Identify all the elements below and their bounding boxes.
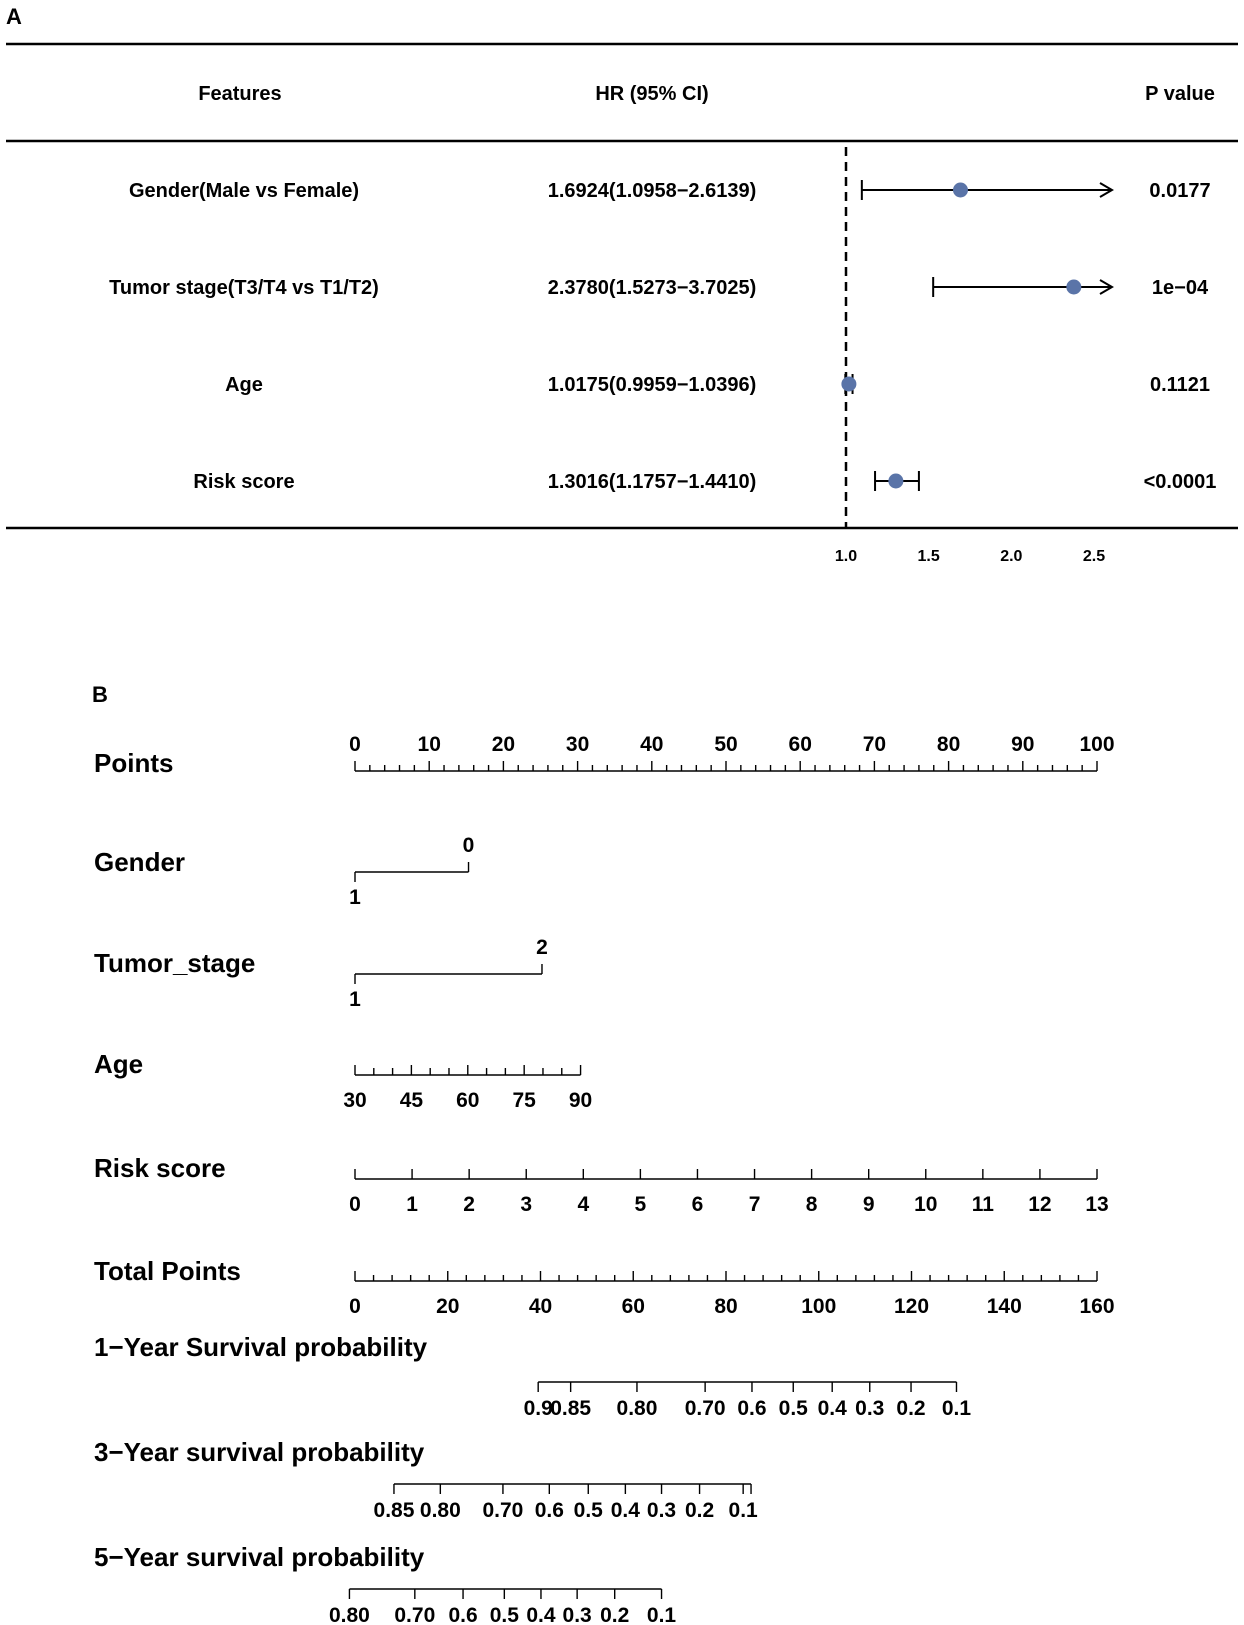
- scale-label: Risk score: [94, 1153, 226, 1183]
- survival-label: 0.70: [394, 1604, 436, 1625]
- survival-label: 0.80: [616, 1397, 658, 1420]
- p-value: 1e−04: [1151, 277, 1209, 299]
- hr-ci-value: 2.3780(1.5273−3.7025): [547, 277, 757, 299]
- nomogram-scale: [94, 1049, 592, 1112]
- scale-label: Tumor_stage: [94, 948, 256, 978]
- survival-label: 0.70: [482, 1499, 524, 1522]
- survival-label: 0.1: [941, 1397, 972, 1420]
- axis-tick-label: 2.0: [1000, 548, 1023, 565]
- survival-label: 0.4: [526, 1604, 556, 1625]
- nomogram-scale: [94, 1256, 1115, 1318]
- survival-label: 0.2: [896, 1397, 926, 1420]
- forest-row: [193, 471, 1216, 493]
- tick-label: 45: [399, 1089, 424, 1112]
- tick-label: 100: [801, 1295, 837, 1318]
- forest-row: [109, 277, 1209, 299]
- nomogram-scale: [94, 1542, 676, 1625]
- nomogram: [92, 682, 1115, 1625]
- survival-label: 0.6: [534, 1499, 564, 1522]
- survival-label: 0.85: [550, 1397, 592, 1420]
- tick-label: 160: [1079, 1295, 1115, 1318]
- tick-label: 60: [456, 1089, 480, 1112]
- tick-label: 40: [640, 733, 664, 756]
- survival-label: 0.80: [419, 1499, 461, 1522]
- category-label: 0: [462, 834, 475, 857]
- tick-label: 8: [805, 1193, 818, 1216]
- panel-label-b: B: [92, 682, 108, 707]
- tick-label: 60: [788, 733, 812, 756]
- scale-label: 1−Year Survival probability: [94, 1332, 428, 1362]
- tick-label: 140: [986, 1295, 1022, 1318]
- tick-label: 3: [520, 1193, 533, 1216]
- p-value: 0.0177: [1149, 180, 1211, 202]
- survival-label: 0.85: [373, 1499, 415, 1522]
- feature-label: Risk score: [193, 471, 295, 493]
- tick-label: 12: [1028, 1193, 1052, 1216]
- tick-label: 13: [1085, 1193, 1109, 1216]
- hr-point: [1066, 280, 1081, 295]
- tick-label: 50: [714, 733, 738, 756]
- nomogram-scale: [94, 1332, 971, 1420]
- tick-label: 6: [691, 1193, 704, 1216]
- feature-label: Age: [225, 374, 263, 396]
- category-label: 2: [536, 936, 548, 959]
- tick-label: 9: [862, 1193, 875, 1216]
- nomogram-scale: [94, 936, 548, 1011]
- category-label: 1: [349, 886, 361, 909]
- nomogram-scale: [94, 1437, 758, 1522]
- tick-label: 0: [349, 733, 361, 756]
- forest-row: [129, 180, 1211, 202]
- scale-label: Age: [94, 1049, 144, 1079]
- scale-label: 3−Year survival probability: [94, 1437, 425, 1467]
- survival-label: 0.3: [646, 1499, 677, 1522]
- tick-label: 100: [1079, 733, 1115, 756]
- tick-label: 11: [971, 1193, 994, 1216]
- survival-label: 0.4: [610, 1499, 640, 1522]
- survival-label: 0.1: [728, 1499, 758, 1522]
- survival-label: 0.4: [817, 1397, 847, 1420]
- tick-label: 1: [406, 1193, 418, 1216]
- axis-tick-label: 2.5: [1082, 548, 1106, 565]
- hr-point: [888, 474, 903, 489]
- scale-label: Total Points: [94, 1256, 241, 1286]
- survival-label: 0.5: [489, 1604, 519, 1625]
- scale-label: Gender: [94, 847, 186, 877]
- tick-label: 10: [417, 733, 441, 756]
- category-label: 1: [349, 988, 361, 1011]
- survival-label: 0.5: [573, 1499, 603, 1522]
- tick-label: 0: [349, 1295, 361, 1318]
- header-p-value: P value: [1145, 83, 1215, 105]
- survival-label: 0.3: [562, 1604, 592, 1625]
- tick-label: 120: [893, 1295, 930, 1318]
- p-value: 0.1121: [1149, 374, 1211, 396]
- header-hr: HR (95% CI): [595, 83, 709, 105]
- tick-label: 75: [512, 1089, 536, 1112]
- forest-plot: [6, 4, 1238, 565]
- tick-label: 0: [349, 1193, 361, 1216]
- tick-label: 30: [343, 1089, 367, 1112]
- survival-label: 0.3: [855, 1397, 885, 1420]
- hr-ci-value: 1.6924(1.0958−2.6139): [547, 180, 757, 202]
- survival-label: 0.2: [600, 1604, 630, 1625]
- tick-label: 90: [1011, 733, 1035, 756]
- nomogram-scale: [94, 733, 1115, 778]
- tick-label: 20: [436, 1295, 460, 1318]
- tick-label: 70: [862, 733, 887, 756]
- tick-label: 5: [634, 1193, 647, 1216]
- hr-ci-value: 1.0175(0.9959−1.0396): [547, 374, 757, 396]
- survival-label: 0.80: [328, 1604, 370, 1625]
- tick-label: 80: [936, 733, 961, 756]
- feature-label: Tumor stage(T3/T4 vs T1/T2): [109, 277, 379, 299]
- survival-label: 0.1: [646, 1604, 677, 1625]
- nomogram-scale: [94, 1153, 1109, 1216]
- survival-label: 0.6: [448, 1604, 478, 1625]
- header-features: Features: [198, 83, 282, 105]
- feature-label: Gender(Male vs Female): [128, 180, 360, 202]
- survival-label: 0.9: [523, 1397, 553, 1420]
- nomogram-scale: [94, 834, 474, 909]
- tick-label: 30: [565, 733, 590, 756]
- hr-ci-value: 1.3016(1.1757−1.4410): [547, 471, 757, 493]
- hr-point: [841, 377, 856, 392]
- survival-label: 0.2: [684, 1499, 715, 1522]
- tick-label: 90: [568, 1089, 593, 1112]
- survival-label: 0.5: [778, 1397, 808, 1420]
- panel-label-a: A: [6, 4, 22, 29]
- axis-tick-label: 1.0: [834, 548, 858, 565]
- survival-label: 0.70: [684, 1397, 726, 1420]
- survival-label: 0.6: [737, 1397, 767, 1420]
- tick-label: 40: [528, 1295, 553, 1318]
- tick-label: 60: [621, 1295, 645, 1318]
- forest-row: [225, 374, 1210, 396]
- hr-point: [953, 183, 968, 198]
- scale-label: Points: [94, 748, 174, 778]
- scale-label: 5−Year survival probability: [94, 1542, 425, 1572]
- axis-tick-label: 1.5: [917, 548, 940, 565]
- tick-label: 7: [748, 1193, 761, 1216]
- tick-label: 20: [491, 733, 516, 756]
- tick-label: 2: [463, 1193, 475, 1216]
- p-value: <0.0001: [1143, 471, 1217, 493]
- tick-label: 80: [714, 1295, 738, 1318]
- tick-label: 10: [914, 1193, 938, 1216]
- tick-label: 4: [577, 1193, 590, 1216]
